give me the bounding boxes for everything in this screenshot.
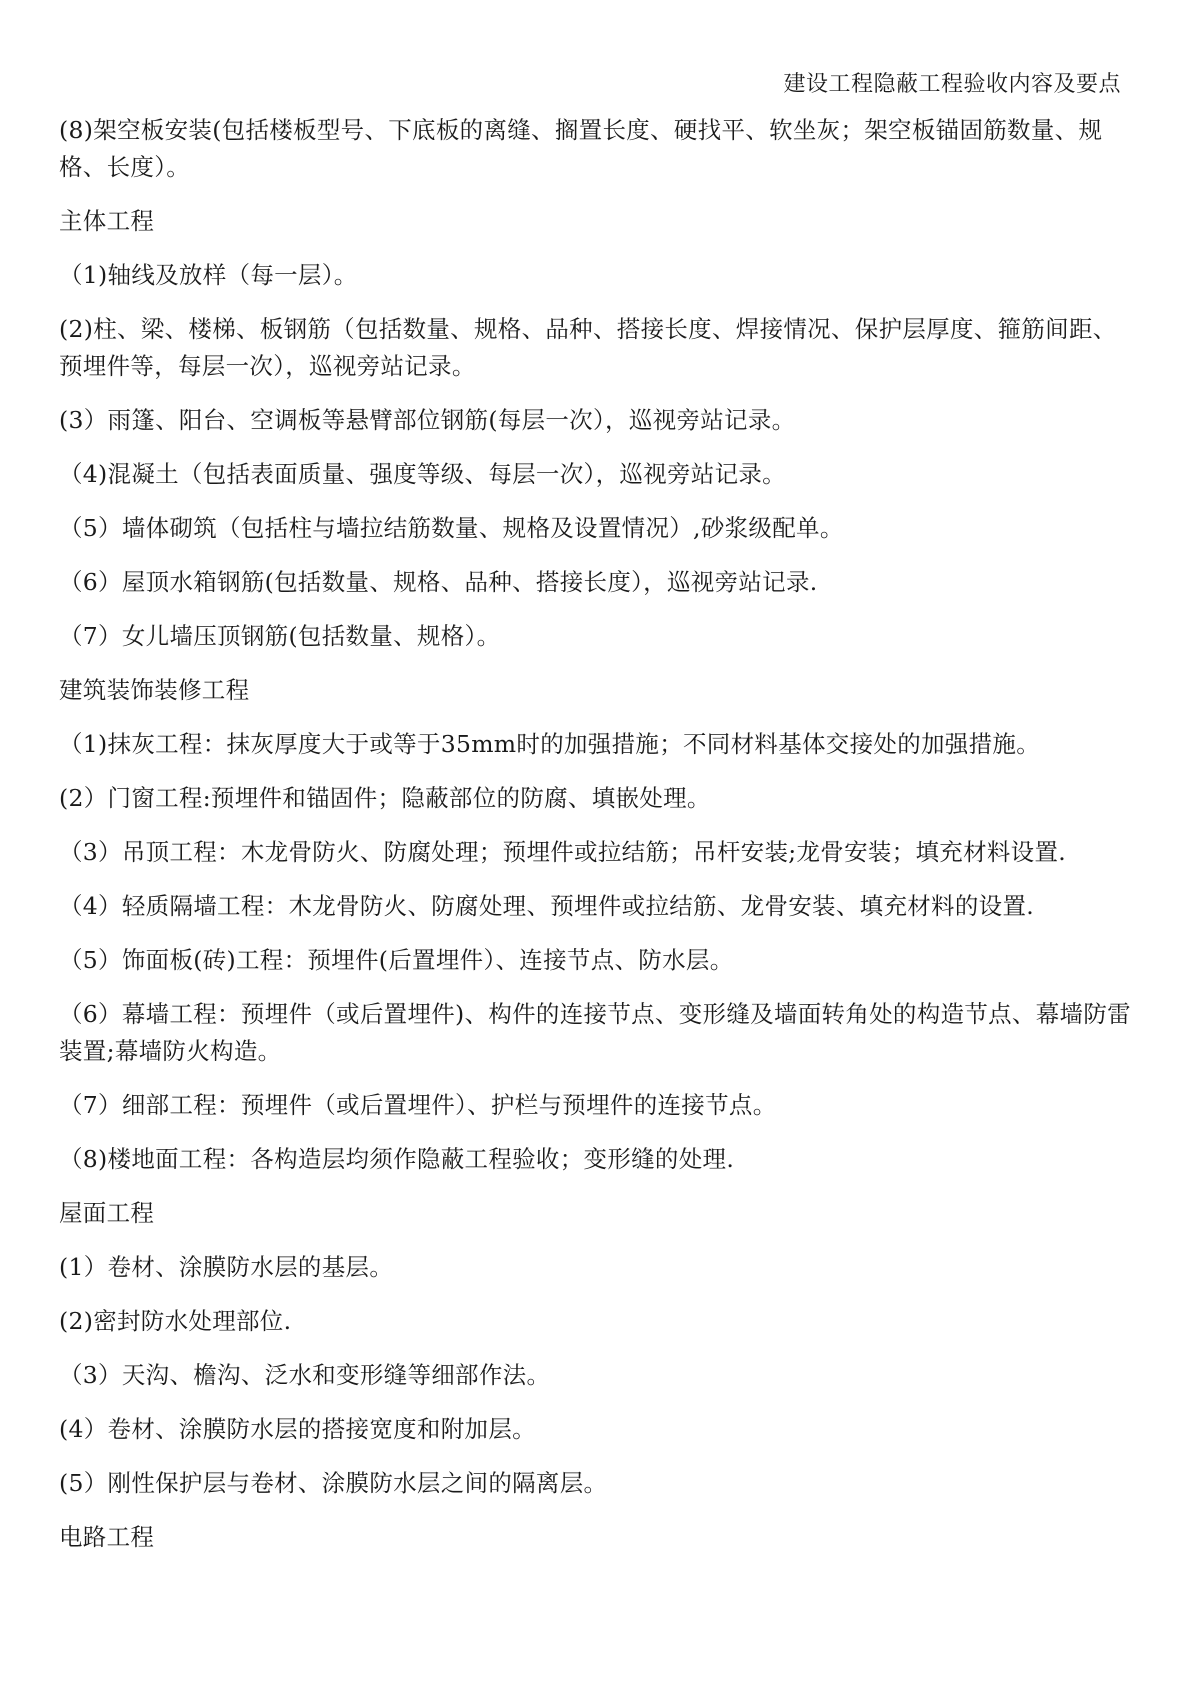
list-item: （1)轴线及放样（每一层）。: [59, 261, 358, 289]
list-item: （4）轻质隔墙工程：木龙骨防火、防腐处理、预埋件或拉结筋、龙骨安装、填充材料的设置.: [59, 892, 1035, 920]
list-item: （6）屋顶水箱钢筋(包括数量、规格、品种、搭接长度），巡视旁站记录.: [59, 568, 818, 596]
section-heading-electrical: 电路工程: [59, 1523, 155, 1551]
section-heading-decoration: 建筑装饰装修工程: [59, 676, 250, 704]
list-item: (2）门窗工程:预埋件和锚固件；隐蔽部位的防腐、填嵌处理。: [59, 784, 711, 812]
list-item: （5）墙体砌筑（包括柱与墙拉结筋数量、规格及设置情况）,砂浆级配单。: [59, 514, 844, 542]
document-body: [59, 112, 1139, 1573]
list-item: （3）天沟、檐沟、泛水和变形缝等细部作法。: [59, 1361, 551, 1389]
list-item: （6）幕墙工程：预埋件（或后置埋件)、构件的连接节点、变形缝及墙面转角处的构造节点、幕墙防雷装置;幕墙防火构造。: [59, 1000, 1131, 1065]
section-heading-main-structure: 主体工程: [59, 207, 155, 235]
list-item: (3）雨篷、阳台、空调板等悬臂部位钢筋(每层一次），巡视旁站记录。: [59, 406, 796, 434]
list-item: （5）饰面板(砖)工程：预埋件(后置埋件）、连接节点、防水层。: [59, 946, 734, 974]
list-item: (2)柱、梁、楼梯、板钢筋（包括数量、规格、品种、搭接长度、焊接情况、保护层厚度、箍筋间距、预埋件等，每层一次），巡视旁站记录。: [59, 315, 1117, 380]
list-item: （4)混凝土（包括表面质量、强度等级、每层一次），巡视旁站记录。: [59, 460, 786, 488]
list-item: (5）刚性保护层与卷材、涂膜防水层之间的隔离层。: [59, 1469, 608, 1497]
list-item: （8)楼地面工程：各构造层均须作隐蔽工程验收；变形缝的处理.: [59, 1145, 735, 1173]
list-item: (2)密封防水处理部位.: [59, 1307, 292, 1335]
list-item: （7）女儿墙压顶钢筋(包括数量、规格）。: [59, 622, 501, 650]
list-item: （1)抹灰工程：抹灰厚度大于或等于35mm时的加强措施；不同材料基体交接处的加强措施。: [59, 730, 1040, 758]
paragraph-slab-install: (8)架空板安装(包括楼板型号、下底板的离缝、搁置长度、硬找平、软坐灰；架空板锚固筋数量、规格、长度）。: [59, 116, 1103, 181]
list-item: （7）细部工程：预埋件（或后置埋件）、护栏与预埋件的连接节点。: [59, 1091, 777, 1119]
list-item: (1）卷材、涂膜防水层的基层。: [59, 1253, 394, 1281]
section-heading-roofing: 屋面工程: [59, 1199, 155, 1227]
list-item: （3）吊顶工程：木龙骨防火、防腐处理；预埋件或拉结筋；吊杆安装;龙骨安装；填充材料设置.: [59, 838, 1067, 866]
running-header: 建设工程隐蔽工程验收内容及要点: [783, 72, 1121, 97]
list-item: (4）卷材、涂膜防水层的搭接宽度和附加层。: [59, 1415, 536, 1443]
